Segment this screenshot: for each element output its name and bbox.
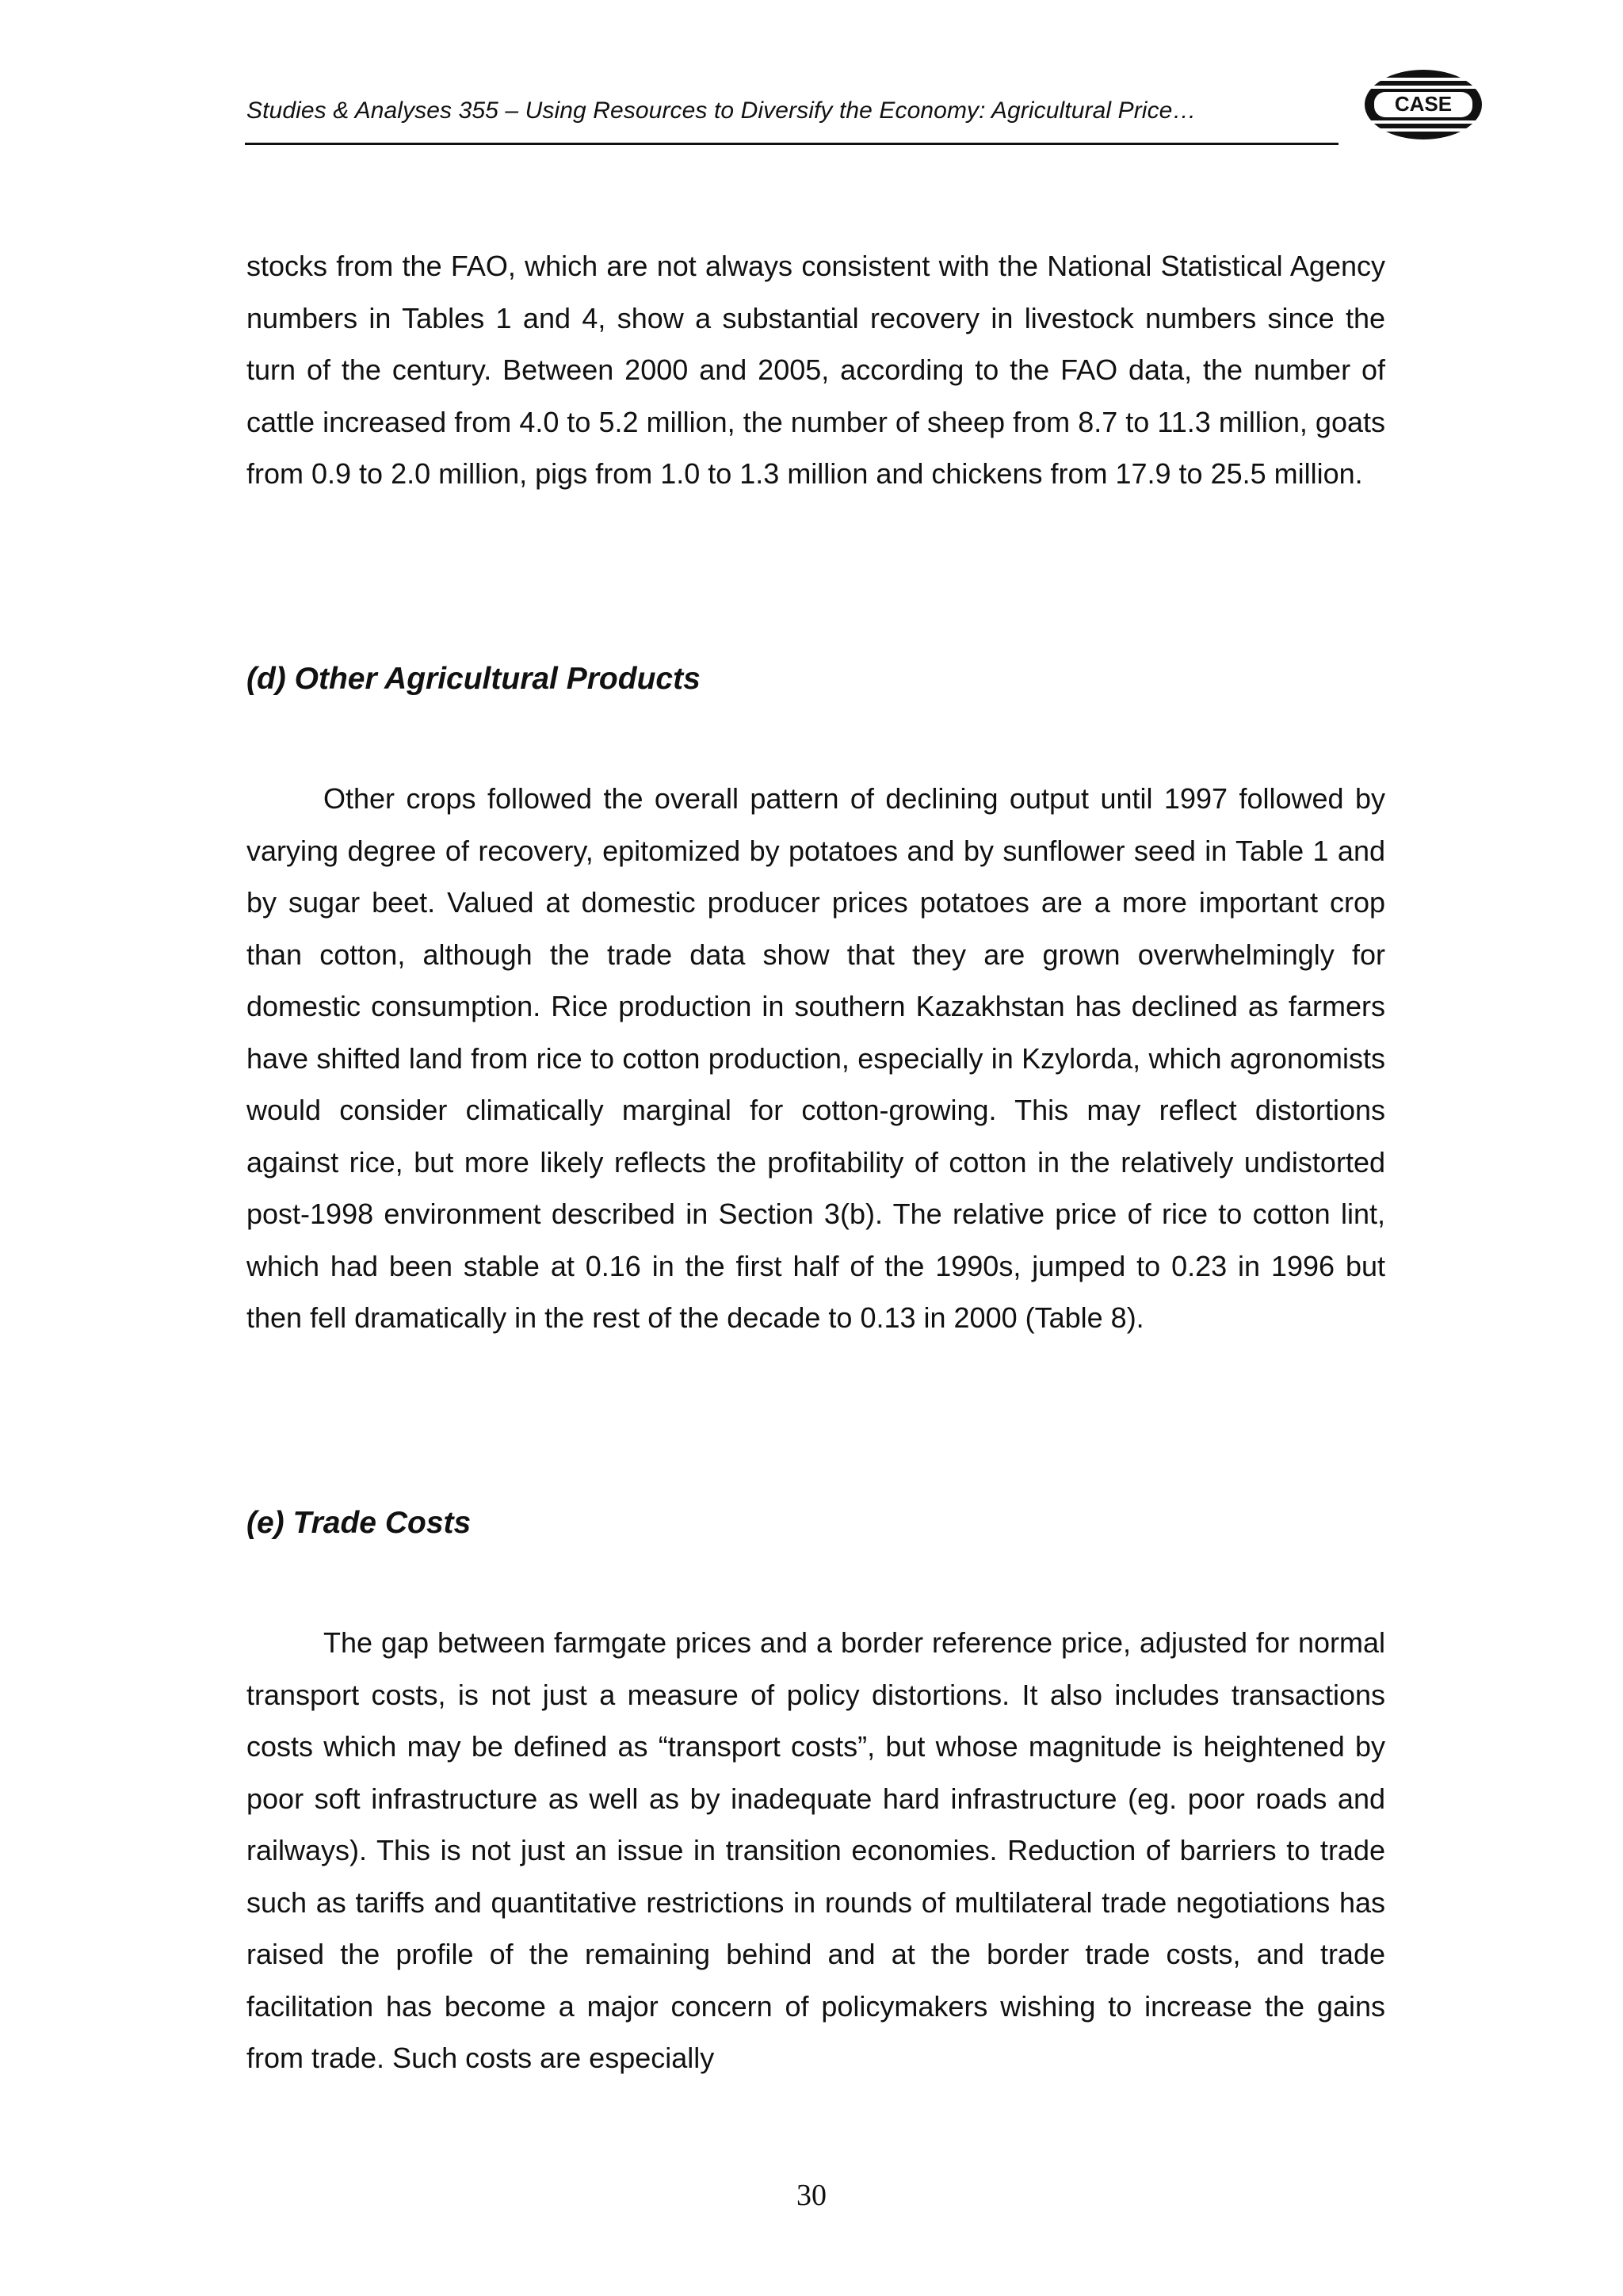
- case-logo: [1360, 67, 1487, 143]
- header-rule: [245, 143, 1338, 145]
- section-heading-e: (e) Trade Costs: [246, 1506, 472, 1540]
- page-number: 30: [796, 2179, 827, 2212]
- paragraph-other-crops: Other crops followed the overall pattern of declining output until 1997 followed by varying degree of recovery, epitomized by potatoes and by sunflower seed in Table 1 and by sugar beet. Valued at domestic producer prices potatoes are a more important crop than cotton, although the trade data show that they are grown overwhelmingly for domestic consumption. Rice production in southern Kazakhstan has declined as farmers have shifted land from rice to cotton production, especially in Kzylorda, which agronomists would consider climatically marginal for cotton-growing. This may reflect distortions against rice, but more likely reflects the profitability of cotton in the relatively undistorted post-1998 environment described in Section 3(b). The relative price of rice to cotton lint, which had been stable at 0.16 in the first half of the 1990s, jumped to 0.23 in 1996 but then fell dramatically in the rest of the decade to 0.13 in 2000 (Table 8).: [246, 782, 1385, 1334]
- paragraph-trade-costs: The gap between farmgate prices and a border reference price, adjusted for normal transport costs, is not just a measure of policy distortions. It also includes transactions costs which may be defined as “transport costs”, but whose magnitude is heightened by poor soft infrastructure as well as by inadequate hard infrastructure (eg. poor roads and railways). This is not just an issue in transition economies. Reduction of barriers to trade such as tariffs and quantitative restrictions in rounds of multilateral trade negotiations has raised the profile of the remaining behind and at the border trade costs, and trade facilitation has become a major concern of policymakers wishing to increase the gains from trade. Such costs are especially: [246, 1626, 1385, 2074]
- paragraph-livestock: stocks from the FAO, which are not always consistent with the National Statistical Agency numbers in Tables 1 and 4, show a substantial recovery in livestock numbers since the turn of the century. Between 2000 and 2005, according to the FAO data, the number of cattle increased from 4.0 to 5.2 million, the number of sheep from 8.7 to 11.3 million, goats from 0.9 to 2.0 million, pigs from 1.0 to 1.3 million and chickens from 17.9 to 25.5 million.: [246, 250, 1385, 490]
- section-heading-d: (d) Other Agricultural Products: [246, 662, 701, 696]
- running-header-title: Studies & Analyses 355 – Using Resources to Diversify the Economy: Agricultural Price…: [246, 97, 1197, 124]
- logo-text: CASE: [1394, 92, 1453, 116]
